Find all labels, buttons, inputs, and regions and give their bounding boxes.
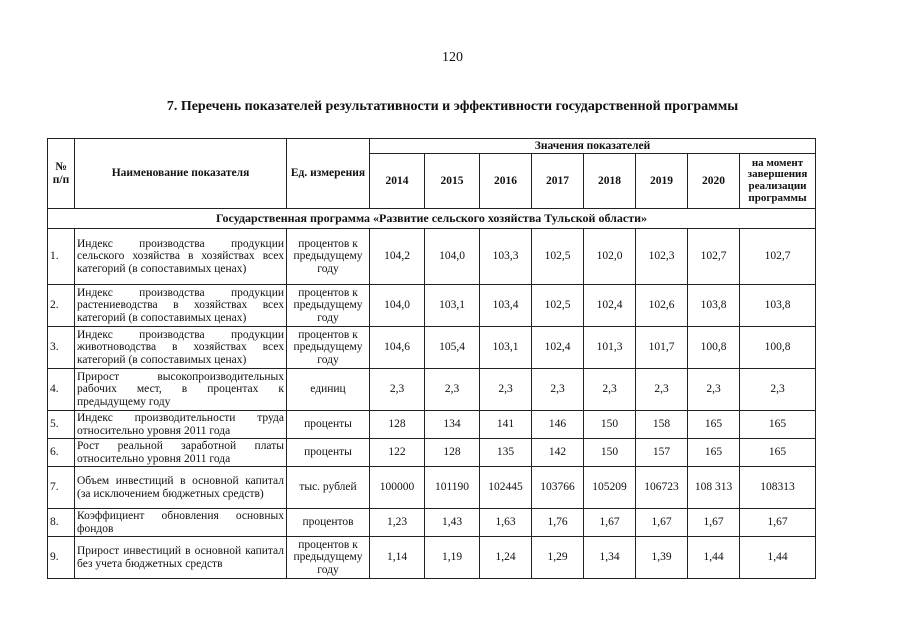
header-year-1: 2015 bbox=[425, 154, 480, 209]
document-title: 7. Перечень показателей результативности и эффективности государственной программы bbox=[166, 99, 739, 114]
program-title-row: Государственная программа «Развитие сельского хозяйства Тульской области» bbox=[48, 209, 816, 229]
final-value-cell: 165 bbox=[740, 411, 816, 439]
value-cell: 150 bbox=[584, 411, 636, 439]
indicators-table bbox=[47, 138, 816, 579]
value-cell: 158 bbox=[636, 411, 688, 439]
value-cell: 103766 bbox=[532, 467, 584, 509]
value-cell: 102445 bbox=[480, 467, 532, 509]
value-cell: 102,5 bbox=[532, 285, 584, 327]
value-cell: 103,4 bbox=[480, 285, 532, 327]
header-year-0: 2014 bbox=[370, 154, 425, 209]
value-cell: 2,3 bbox=[480, 369, 532, 411]
final-value-cell: 2,3 bbox=[740, 369, 816, 411]
indicator-name: Индекс производства продукции растениеводства в хозяйствах всех категорий (в сопоставимых ценах) bbox=[75, 285, 287, 327]
final-value-cell: 1,67 bbox=[740, 509, 816, 537]
value-cell: 108 313 bbox=[688, 467, 740, 509]
unit-of-measure: процентов bbox=[287, 509, 370, 537]
value-cell: 165 bbox=[688, 439, 740, 467]
value-cell: 146 bbox=[532, 411, 584, 439]
final-value-cell: 102,7 bbox=[740, 229, 816, 285]
value-cell: 1,43 bbox=[425, 509, 480, 537]
indicator-name: Объем инвестиций в основной капитал (за исключением бюджетных средств) bbox=[75, 467, 287, 509]
value-cell: 105,4 bbox=[425, 327, 480, 369]
indicator-name: Коэффициент обновления основных фондов bbox=[75, 509, 287, 537]
value-cell: 106723 bbox=[636, 467, 688, 509]
table-row bbox=[48, 509, 816, 537]
value-cell: 102,6 bbox=[636, 285, 688, 327]
value-cell: 1,34 bbox=[584, 537, 636, 579]
value-cell: 103,1 bbox=[425, 285, 480, 327]
value-cell: 1,63 bbox=[480, 509, 532, 537]
value-cell: 1,67 bbox=[584, 509, 636, 537]
unit-of-measure: единиц bbox=[287, 369, 370, 411]
header-year-6: 2020 bbox=[688, 154, 740, 209]
indicator-name: Индекс производства продукции сельского хозяйства в хозяйствах всех категорий (в сопоставимых ценах) bbox=[75, 229, 287, 285]
value-cell: 103,8 bbox=[688, 285, 740, 327]
indicator-name: Прирост высокопроизводительных рабочих мест, в процентах к предыдущему году bbox=[75, 369, 287, 411]
unit-of-measure: проценты bbox=[287, 439, 370, 467]
value-cell: 104,0 bbox=[370, 285, 425, 327]
unit-of-measure: процентов к предыдущему году bbox=[287, 537, 370, 579]
indicator-name: Индекс производительности труда относительно уровня 2011 года bbox=[75, 411, 287, 439]
value-cell: 135 bbox=[480, 439, 532, 467]
header-num: № п/п bbox=[48, 139, 75, 209]
unit-of-measure: тыс. рублей bbox=[287, 467, 370, 509]
value-cell: 142 bbox=[532, 439, 584, 467]
header-year-3: 2017 bbox=[532, 154, 584, 209]
final-value-cell: 165 bbox=[740, 439, 816, 467]
unit-of-measure: процентов к предыдущему году bbox=[287, 327, 370, 369]
table-row bbox=[48, 229, 816, 285]
value-cell: 1,67 bbox=[688, 509, 740, 537]
row-number: 6. bbox=[48, 439, 75, 467]
value-cell: 157 bbox=[636, 439, 688, 467]
value-cell: 101,3 bbox=[584, 327, 636, 369]
value-cell: 128 bbox=[370, 411, 425, 439]
page-number: 120 bbox=[442, 50, 463, 65]
value-cell: 134 bbox=[425, 411, 480, 439]
value-cell: 102,0 bbox=[584, 229, 636, 285]
row-number: 9. bbox=[48, 537, 75, 579]
value-cell: 122 bbox=[370, 439, 425, 467]
final-value-cell: 103,8 bbox=[740, 285, 816, 327]
header-values-group: Значения показателей bbox=[370, 139, 816, 154]
value-cell: 101,7 bbox=[636, 327, 688, 369]
row-number: 2. bbox=[48, 285, 75, 327]
value-cell: 102,4 bbox=[532, 327, 584, 369]
value-cell: 165 bbox=[688, 411, 740, 439]
indicator-name: Рост реальной заработной платы относительно уровня 2011 года bbox=[75, 439, 287, 467]
value-cell: 105209 bbox=[584, 467, 636, 509]
value-cell: 2,3 bbox=[532, 369, 584, 411]
final-value-cell: 100,8 bbox=[740, 327, 816, 369]
unit-of-measure: процентов к предыдущему году bbox=[287, 285, 370, 327]
value-cell: 101190 bbox=[425, 467, 480, 509]
table-row bbox=[48, 369, 816, 411]
table-row bbox=[48, 537, 816, 579]
value-cell: 141 bbox=[480, 411, 532, 439]
value-cell: 1,29 bbox=[532, 537, 584, 579]
table-row bbox=[48, 411, 816, 439]
value-cell: 1,14 bbox=[370, 537, 425, 579]
table-row bbox=[48, 285, 816, 327]
header-year-5: 2019 bbox=[636, 154, 688, 209]
unit-of-measure: проценты bbox=[287, 411, 370, 439]
table-row bbox=[48, 439, 816, 467]
header-final: на момент завершения реализации программы bbox=[740, 154, 816, 209]
value-cell: 2,3 bbox=[688, 369, 740, 411]
value-cell: 1,67 bbox=[636, 509, 688, 537]
value-cell: 102,3 bbox=[636, 229, 688, 285]
header-year-2: 2016 bbox=[480, 154, 532, 209]
value-cell: 1,44 bbox=[688, 537, 740, 579]
value-cell: 103,1 bbox=[480, 327, 532, 369]
value-cell: 102,5 bbox=[532, 229, 584, 285]
table-row bbox=[48, 327, 816, 369]
header-name: Наименование показателя bbox=[75, 139, 287, 209]
value-cell: 104,2 bbox=[370, 229, 425, 285]
value-cell: 1,19 bbox=[425, 537, 480, 579]
value-cell: 100000 bbox=[370, 467, 425, 509]
value-cell: 1,39 bbox=[636, 537, 688, 579]
value-cell: 1,76 bbox=[532, 509, 584, 537]
row-number: 5. bbox=[48, 411, 75, 439]
value-cell: 150 bbox=[584, 439, 636, 467]
value-cell: 102,7 bbox=[688, 229, 740, 285]
value-cell: 128 bbox=[425, 439, 480, 467]
row-number: 3. bbox=[48, 327, 75, 369]
final-value-cell: 108313 bbox=[740, 467, 816, 509]
table-row bbox=[48, 467, 816, 509]
value-cell: 103,3 bbox=[480, 229, 532, 285]
value-cell: 100,8 bbox=[688, 327, 740, 369]
value-cell: 102,4 bbox=[584, 285, 636, 327]
value-cell: 2,3 bbox=[425, 369, 480, 411]
value-cell: 1,24 bbox=[480, 537, 532, 579]
value-cell: 1,23 bbox=[370, 509, 425, 537]
value-cell: 2,3 bbox=[584, 369, 636, 411]
row-number: 1. bbox=[48, 229, 75, 285]
value-cell: 104,6 bbox=[370, 327, 425, 369]
indicator-name: Прирост инвестиций в основной капитал без учета бюджетных средств bbox=[75, 537, 287, 579]
value-cell: 2,3 bbox=[370, 369, 425, 411]
value-cell: 2,3 bbox=[636, 369, 688, 411]
header-year-4: 2018 bbox=[584, 154, 636, 209]
header-unit: Ед. измерения bbox=[287, 139, 370, 209]
value-cell: 104,0 bbox=[425, 229, 480, 285]
row-number: 7. bbox=[48, 467, 75, 509]
row-number: 4. bbox=[48, 369, 75, 411]
unit-of-measure: процентов к предыдущему году bbox=[287, 229, 370, 285]
final-value-cell: 1,44 bbox=[740, 537, 816, 579]
indicator-name: Индекс производства продукции животноводства в хозяйствах всех категорий (в сопоставимых ценах) bbox=[75, 327, 287, 369]
row-number: 8. bbox=[48, 509, 75, 537]
